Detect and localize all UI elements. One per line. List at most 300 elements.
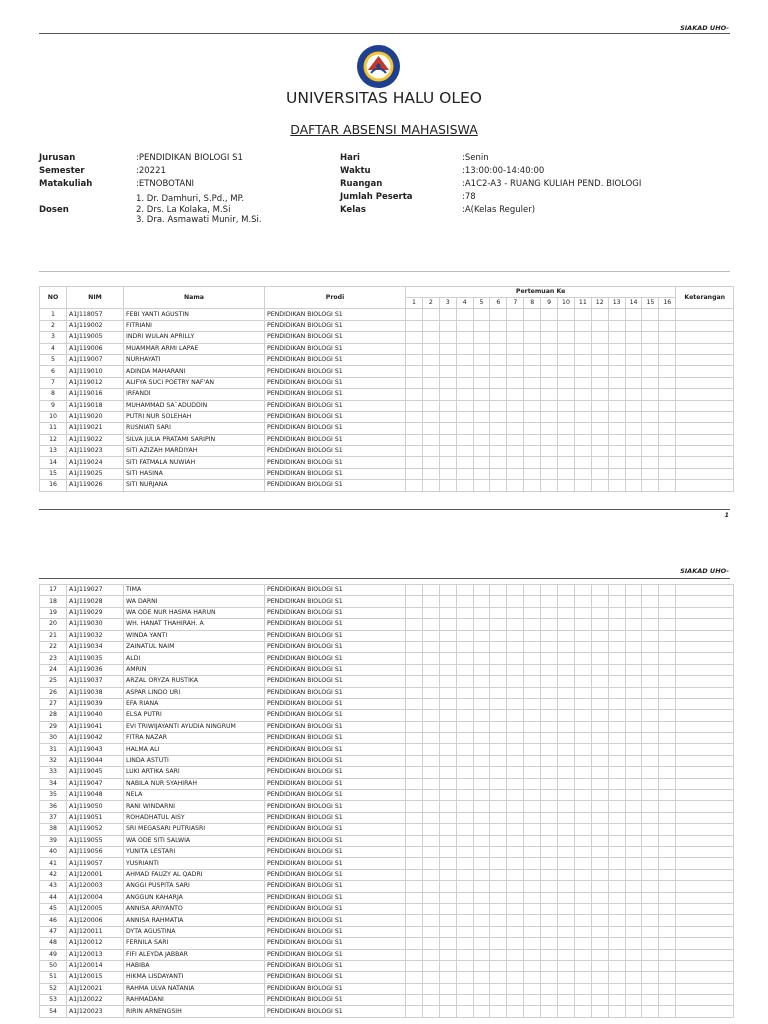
attendance-cell[interactable] (456, 938, 473, 949)
attendance-cell[interactable] (456, 630, 473, 641)
attendance-cell[interactable] (490, 389, 507, 400)
attendance-cell[interactable] (439, 1006, 456, 1017)
attendance-cell[interactable] (507, 468, 524, 479)
attendance-cell[interactable] (524, 687, 541, 698)
attendance-cell[interactable] (524, 733, 541, 744)
attendance-cell[interactable] (608, 400, 625, 411)
attendance-cell[interactable] (642, 585, 659, 596)
attendance-cell[interactable] (490, 354, 507, 365)
attendance-cell[interactable] (473, 846, 490, 857)
attendance-cell[interactable] (406, 630, 423, 641)
attendance-cell[interactable] (422, 755, 439, 766)
attendance-cell[interactable] (541, 983, 558, 994)
attendance-cell[interactable] (558, 744, 575, 755)
attendance-cell[interactable] (473, 721, 490, 732)
attendance-cell[interactable] (608, 468, 625, 479)
attendance-cell[interactable] (625, 698, 642, 709)
attendance-cell[interactable] (490, 778, 507, 789)
attendance-cell[interactable] (558, 710, 575, 721)
attendance-cell[interactable] (422, 790, 439, 801)
attendance-cell[interactable] (422, 411, 439, 422)
attendance-cell[interactable] (439, 812, 456, 823)
attendance-cell[interactable] (625, 801, 642, 812)
attendance-cell[interactable] (558, 858, 575, 869)
attendance-cell[interactable] (406, 596, 423, 607)
attendance-cell[interactable] (422, 434, 439, 445)
attendance-cell[interactable] (642, 354, 659, 365)
attendance-cell[interactable] (558, 881, 575, 892)
attendance-cell[interactable] (574, 938, 591, 949)
attendance-cell[interactable] (422, 400, 439, 411)
attendance-cell[interactable] (524, 607, 541, 618)
attendance-cell[interactable] (439, 457, 456, 468)
attendance-cell[interactable] (490, 664, 507, 675)
keterangan-cell[interactable] (676, 949, 734, 960)
attendance-cell[interactable] (507, 676, 524, 687)
attendance-cell[interactable] (642, 892, 659, 903)
attendance-cell[interactable] (473, 995, 490, 1006)
attendance-cell[interactable] (507, 434, 524, 445)
attendance-cell[interactable] (456, 664, 473, 675)
attendance-cell[interactable] (507, 824, 524, 835)
attendance-cell[interactable] (473, 619, 490, 630)
attendance-cell[interactable] (574, 468, 591, 479)
attendance-cell[interactable] (574, 309, 591, 320)
attendance-cell[interactable] (558, 343, 575, 354)
attendance-cell[interactable] (591, 915, 608, 926)
attendance-cell[interactable] (608, 710, 625, 721)
attendance-cell[interactable] (608, 1006, 625, 1017)
attendance-cell[interactable] (422, 733, 439, 744)
attendance-cell[interactable] (507, 411, 524, 422)
attendance-cell[interactable] (439, 343, 456, 354)
attendance-cell[interactable] (473, 389, 490, 400)
attendance-cell[interactable] (439, 434, 456, 445)
attendance-cell[interactable] (439, 446, 456, 457)
attendance-cell[interactable] (608, 926, 625, 937)
attendance-cell[interactable] (608, 320, 625, 331)
attendance-cell[interactable] (625, 892, 642, 903)
attendance-cell[interactable] (608, 972, 625, 983)
attendance-cell[interactable] (558, 995, 575, 1006)
attendance-cell[interactable] (507, 400, 524, 411)
attendance-cell[interactable] (507, 903, 524, 914)
attendance-cell[interactable] (507, 423, 524, 434)
attendance-cell[interactable] (456, 400, 473, 411)
attendance-cell[interactable] (659, 332, 676, 343)
attendance-cell[interactable] (524, 664, 541, 675)
attendance-cell[interactable] (608, 790, 625, 801)
attendance-cell[interactable] (659, 733, 676, 744)
attendance-cell[interactable] (541, 687, 558, 698)
attendance-cell[interactable] (456, 790, 473, 801)
attendance-cell[interactable] (574, 721, 591, 732)
attendance-cell[interactable] (574, 400, 591, 411)
attendance-cell[interactable] (574, 630, 591, 641)
attendance-cell[interactable] (541, 377, 558, 388)
attendance-cell[interactable] (625, 778, 642, 789)
attendance-cell[interactable] (490, 698, 507, 709)
attendance-cell[interactable] (591, 949, 608, 960)
attendance-cell[interactable] (473, 411, 490, 422)
attendance-cell[interactable] (406, 309, 423, 320)
attendance-cell[interactable] (406, 480, 423, 491)
attendance-cell[interactable] (642, 869, 659, 880)
attendance-cell[interactable] (625, 468, 642, 479)
attendance-cell[interactable] (507, 366, 524, 377)
attendance-cell[interactable] (659, 343, 676, 354)
attendance-cell[interactable] (524, 960, 541, 971)
keterangan-cell[interactable] (676, 664, 734, 675)
attendance-cell[interactable] (422, 468, 439, 479)
attendance-cell[interactable] (473, 744, 490, 755)
attendance-cell[interactable] (659, 858, 676, 869)
attendance-cell[interactable] (642, 733, 659, 744)
attendance-cell[interactable] (473, 778, 490, 789)
attendance-cell[interactable] (422, 1006, 439, 1017)
attendance-cell[interactable] (490, 641, 507, 652)
attendance-cell[interactable] (625, 710, 642, 721)
attendance-cell[interactable] (659, 389, 676, 400)
attendance-cell[interactable] (422, 309, 439, 320)
attendance-cell[interactable] (541, 846, 558, 857)
attendance-cell[interactable] (422, 938, 439, 949)
attendance-cell[interactable] (591, 778, 608, 789)
attendance-cell[interactable] (642, 710, 659, 721)
attendance-cell[interactable] (558, 676, 575, 687)
attendance-cell[interactable] (591, 687, 608, 698)
attendance-cell[interactable] (642, 664, 659, 675)
attendance-cell[interactable] (558, 653, 575, 664)
attendance-cell[interactable] (490, 446, 507, 457)
attendance-cell[interactable] (490, 881, 507, 892)
attendance-cell[interactable] (490, 377, 507, 388)
attendance-cell[interactable] (422, 995, 439, 1006)
attendance-cell[interactable] (608, 846, 625, 857)
attendance-cell[interactable] (439, 687, 456, 698)
attendance-cell[interactable] (541, 755, 558, 766)
attendance-cell[interactable] (625, 641, 642, 652)
attendance-cell[interactable] (524, 869, 541, 880)
attendance-cell[interactable] (625, 995, 642, 1006)
attendance-cell[interactable] (439, 698, 456, 709)
attendance-cell[interactable] (473, 676, 490, 687)
attendance-cell[interactable] (473, 354, 490, 365)
attendance-cell[interactable] (439, 903, 456, 914)
attendance-cell[interactable] (456, 767, 473, 778)
attendance-cell[interactable] (490, 607, 507, 618)
attendance-cell[interactable] (541, 480, 558, 491)
attendance-cell[interactable] (524, 676, 541, 687)
attendance-cell[interactable] (439, 926, 456, 937)
attendance-cell[interactable] (541, 858, 558, 869)
attendance-cell[interactable] (406, 801, 423, 812)
keterangan-cell[interactable] (676, 619, 734, 630)
attendance-cell[interactable] (456, 446, 473, 457)
attendance-cell[interactable] (406, 812, 423, 823)
attendance-cell[interactable] (591, 903, 608, 914)
attendance-cell[interactable] (642, 400, 659, 411)
attendance-cell[interactable] (406, 320, 423, 331)
attendance-cell[interactable] (659, 710, 676, 721)
attendance-cell[interactable] (473, 835, 490, 846)
attendance-cell[interactable] (574, 366, 591, 377)
attendance-cell[interactable] (507, 858, 524, 869)
attendance-cell[interactable] (507, 949, 524, 960)
attendance-cell[interactable] (541, 960, 558, 971)
attendance-cell[interactable] (473, 607, 490, 618)
attendance-cell[interactable] (541, 767, 558, 778)
attendance-cell[interactable] (456, 1006, 473, 1017)
attendance-cell[interactable] (422, 596, 439, 607)
attendance-cell[interactable] (422, 607, 439, 618)
attendance-cell[interactable] (591, 995, 608, 1006)
attendance-cell[interactable] (574, 687, 591, 698)
keterangan-cell[interactable] (676, 938, 734, 949)
attendance-cell[interactable] (591, 676, 608, 687)
attendance-cell[interactable] (406, 457, 423, 468)
attendance-cell[interactable] (608, 596, 625, 607)
attendance-cell[interactable] (659, 790, 676, 801)
attendance-cell[interactable] (659, 607, 676, 618)
attendance-cell[interactable] (406, 411, 423, 422)
attendance-cell[interactable] (659, 366, 676, 377)
keterangan-cell[interactable] (676, 915, 734, 926)
attendance-cell[interactable] (439, 585, 456, 596)
attendance-cell[interactable] (541, 596, 558, 607)
attendance-cell[interactable] (591, 1006, 608, 1017)
attendance-cell[interactable] (439, 915, 456, 926)
attendance-cell[interactable] (558, 972, 575, 983)
attendance-cell[interactable] (507, 972, 524, 983)
attendance-cell[interactable] (456, 778, 473, 789)
attendance-cell[interactable] (524, 377, 541, 388)
keterangan-cell[interactable] (676, 835, 734, 846)
attendance-cell[interactable] (439, 892, 456, 903)
attendance-cell[interactable] (574, 915, 591, 926)
attendance-cell[interactable] (456, 607, 473, 618)
attendance-cell[interactable] (625, 767, 642, 778)
attendance-cell[interactable] (558, 480, 575, 491)
attendance-cell[interactable] (406, 869, 423, 880)
attendance-cell[interactable] (558, 846, 575, 857)
attendance-cell[interactable] (456, 687, 473, 698)
attendance-cell[interactable] (507, 332, 524, 343)
attendance-cell[interactable] (642, 846, 659, 857)
attendance-cell[interactable] (625, 377, 642, 388)
keterangan-cell[interactable] (676, 744, 734, 755)
attendance-cell[interactable] (574, 733, 591, 744)
attendance-cell[interactable] (558, 434, 575, 445)
attendance-cell[interactable] (541, 354, 558, 365)
attendance-cell[interactable] (507, 983, 524, 994)
attendance-cell[interactable] (642, 801, 659, 812)
keterangan-cell[interactable] (676, 607, 734, 618)
attendance-cell[interactable] (406, 824, 423, 835)
attendance-cell[interactable] (422, 892, 439, 903)
attendance-cell[interactable] (608, 619, 625, 630)
attendance-cell[interactable] (507, 778, 524, 789)
attendance-cell[interactable] (406, 858, 423, 869)
attendance-cell[interactable] (456, 320, 473, 331)
attendance-cell[interactable] (608, 721, 625, 732)
attendance-cell[interactable] (406, 423, 423, 434)
attendance-cell[interactable] (490, 972, 507, 983)
attendance-cell[interactable] (406, 995, 423, 1006)
attendance-cell[interactable] (558, 869, 575, 880)
attendance-cell[interactable] (473, 446, 490, 457)
attendance-cell[interactable] (422, 389, 439, 400)
attendance-cell[interactable] (507, 377, 524, 388)
attendance-cell[interactable] (591, 423, 608, 434)
attendance-cell[interactable] (406, 881, 423, 892)
attendance-cell[interactable] (406, 607, 423, 618)
attendance-cell[interactable] (406, 710, 423, 721)
keterangan-cell[interactable] (676, 377, 734, 388)
attendance-cell[interactable] (406, 972, 423, 983)
attendance-cell[interactable] (642, 960, 659, 971)
attendance-cell[interactable] (659, 869, 676, 880)
attendance-cell[interactable] (608, 949, 625, 960)
keterangan-cell[interactable] (676, 926, 734, 937)
attendance-cell[interactable] (524, 858, 541, 869)
attendance-cell[interactable] (490, 366, 507, 377)
attendance-cell[interactable] (422, 343, 439, 354)
attendance-cell[interactable] (591, 881, 608, 892)
attendance-cell[interactable] (406, 653, 423, 664)
keterangan-cell[interactable] (676, 846, 734, 857)
attendance-cell[interactable] (507, 812, 524, 823)
attendance-cell[interactable] (439, 790, 456, 801)
attendance-cell[interactable] (642, 938, 659, 949)
attendance-cell[interactable] (439, 423, 456, 434)
attendance-cell[interactable] (541, 835, 558, 846)
keterangan-cell[interactable] (676, 676, 734, 687)
attendance-cell[interactable] (507, 915, 524, 926)
attendance-cell[interactable] (473, 972, 490, 983)
attendance-cell[interactable] (439, 411, 456, 422)
attendance-cell[interactable] (490, 400, 507, 411)
attendance-cell[interactable] (406, 446, 423, 457)
attendance-cell[interactable] (524, 480, 541, 491)
attendance-cell[interactable] (406, 676, 423, 687)
keterangan-cell[interactable] (676, 332, 734, 343)
attendance-cell[interactable] (558, 892, 575, 903)
attendance-cell[interactable] (541, 995, 558, 1006)
attendance-cell[interactable] (558, 698, 575, 709)
attendance-cell[interactable] (439, 480, 456, 491)
attendance-cell[interactable] (490, 585, 507, 596)
attendance-cell[interactable] (642, 721, 659, 732)
attendance-cell[interactable] (591, 354, 608, 365)
attendance-cell[interactable] (642, 468, 659, 479)
attendance-cell[interactable] (490, 320, 507, 331)
attendance-cell[interactable] (473, 585, 490, 596)
attendance-cell[interactable] (524, 881, 541, 892)
attendance-cell[interactable] (574, 423, 591, 434)
attendance-cell[interactable] (456, 835, 473, 846)
attendance-cell[interactable] (406, 434, 423, 445)
attendance-cell[interactable] (625, 733, 642, 744)
attendance-cell[interactable] (625, 983, 642, 994)
attendance-cell[interactable] (625, 881, 642, 892)
attendance-cell[interactable] (558, 733, 575, 744)
attendance-cell[interactable] (558, 309, 575, 320)
attendance-cell[interactable] (541, 332, 558, 343)
attendance-cell[interactable] (642, 915, 659, 926)
attendance-cell[interactable] (473, 687, 490, 698)
attendance-cell[interactable] (456, 755, 473, 766)
attendance-cell[interactable] (422, 812, 439, 823)
attendance-cell[interactable] (473, 938, 490, 949)
attendance-cell[interactable] (591, 790, 608, 801)
attendance-cell[interactable] (608, 983, 625, 994)
attendance-cell[interactable] (541, 446, 558, 457)
attendance-cell[interactable] (642, 983, 659, 994)
keterangan-cell[interactable] (676, 892, 734, 903)
attendance-cell[interactable] (439, 309, 456, 320)
attendance-cell[interactable] (541, 423, 558, 434)
attendance-cell[interactable] (625, 366, 642, 377)
attendance-cell[interactable] (574, 332, 591, 343)
attendance-cell[interactable] (558, 721, 575, 732)
attendance-cell[interactable] (439, 721, 456, 732)
attendance-cell[interactable] (625, 1006, 642, 1017)
attendance-cell[interactable] (558, 824, 575, 835)
attendance-cell[interactable] (473, 755, 490, 766)
attendance-cell[interactable] (406, 664, 423, 675)
attendance-cell[interactable] (591, 733, 608, 744)
attendance-cell[interactable] (422, 778, 439, 789)
attendance-cell[interactable] (608, 733, 625, 744)
attendance-cell[interactable] (473, 664, 490, 675)
attendance-cell[interactable] (422, 915, 439, 926)
attendance-cell[interactable] (659, 630, 676, 641)
attendance-cell[interactable] (608, 446, 625, 457)
attendance-cell[interactable] (524, 698, 541, 709)
attendance-cell[interactable] (507, 926, 524, 937)
attendance-cell[interactable] (625, 619, 642, 630)
attendance-cell[interactable] (642, 903, 659, 914)
attendance-cell[interactable] (574, 790, 591, 801)
attendance-cell[interactable] (541, 824, 558, 835)
attendance-cell[interactable] (456, 343, 473, 354)
attendance-cell[interactable] (574, 710, 591, 721)
attendance-cell[interactable] (524, 596, 541, 607)
attendance-cell[interactable] (608, 824, 625, 835)
attendance-cell[interactable] (659, 801, 676, 812)
attendance-cell[interactable] (558, 354, 575, 365)
attendance-cell[interactable] (456, 892, 473, 903)
attendance-cell[interactable] (541, 710, 558, 721)
attendance-cell[interactable] (422, 869, 439, 880)
attendance-cell[interactable] (591, 468, 608, 479)
attendance-cell[interactable] (473, 653, 490, 664)
attendance-cell[interactable] (406, 835, 423, 846)
attendance-cell[interactable] (406, 790, 423, 801)
attendance-cell[interactable] (422, 903, 439, 914)
attendance-cell[interactable] (406, 744, 423, 755)
attendance-cell[interactable] (524, 343, 541, 354)
attendance-cell[interactable] (659, 881, 676, 892)
attendance-cell[interactable] (574, 698, 591, 709)
attendance-cell[interactable] (473, 926, 490, 937)
attendance-cell[interactable] (591, 858, 608, 869)
attendance-cell[interactable] (608, 366, 625, 377)
attendance-cell[interactable] (422, 354, 439, 365)
attendance-cell[interactable] (659, 846, 676, 857)
attendance-cell[interactable] (541, 468, 558, 479)
